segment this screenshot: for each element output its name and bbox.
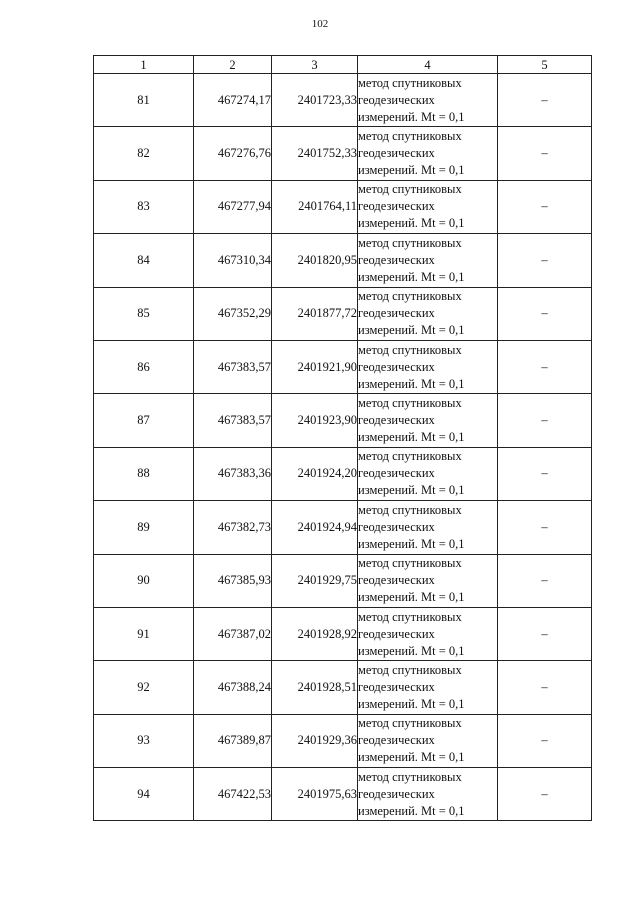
method-cell (358, 127, 498, 180)
x-coordinate-cell: 467383,57 (194, 340, 272, 393)
point-number-cell: 93 (94, 714, 194, 767)
y-coordinate-cell: 2401764,11 (272, 180, 358, 233)
method-line: метод спутниковых (358, 289, 462, 304)
column-header-4: 4 (358, 56, 498, 74)
method-cell (358, 554, 498, 607)
point-number-cell: 94 (94, 768, 194, 821)
y-coordinate-cell: 2401975,63 (272, 768, 358, 821)
x-coordinate-cell: 467277,94 (194, 180, 272, 233)
method-line: геодезических (358, 733, 435, 748)
method-cell (358, 234, 498, 287)
note-cell: – (498, 768, 592, 821)
y-coordinate-cell: 2401924,20 (272, 447, 358, 500)
method-cell (358, 287, 498, 340)
method-cell (358, 661, 498, 714)
note-cell: – (498, 394, 592, 447)
table-row (94, 234, 592, 287)
method-line: метод спутниковых (358, 609, 462, 624)
method-line: метод спутниковых (358, 182, 462, 197)
table-row (94, 394, 592, 447)
y-coordinate-cell: 2401928,51 (272, 661, 358, 714)
point-number-cell: 86 (94, 340, 194, 393)
method-line: метод спутниковых (358, 75, 462, 90)
point-number-cell: 81 (94, 74, 194, 127)
method-cell (358, 607, 498, 660)
method-line: измерений. Mt = 0,1 (358, 750, 465, 765)
y-coordinate-cell: 2401928,92 (272, 607, 358, 660)
method-line: геодезических (358, 306, 435, 321)
point-number-cell: 83 (94, 180, 194, 233)
note-cell: – (498, 447, 592, 500)
point-number-cell: 82 (94, 127, 194, 180)
method-line: измерений. Mt = 0,1 (358, 430, 465, 445)
x-coordinate-cell: 467383,36 (194, 447, 272, 500)
note-cell: – (498, 714, 592, 767)
method-line: метод спутниковых (358, 235, 462, 250)
point-number-cell: 91 (94, 607, 194, 660)
table-body (94, 74, 592, 821)
method-line: метод спутниковых (358, 769, 462, 784)
y-coordinate-cell: 2401723,33 (272, 74, 358, 127)
method-line: метод спутниковых (358, 396, 462, 411)
method-line: геодезических (358, 519, 435, 534)
method-line: измерений. Mt = 0,1 (358, 536, 465, 551)
method-line: измерений. Mt = 0,1 (358, 269, 465, 284)
table-row (94, 287, 592, 340)
x-coordinate-cell: 467382,73 (194, 501, 272, 554)
note-cell: – (498, 607, 592, 660)
x-coordinate-cell: 467383,57 (194, 394, 272, 447)
x-coordinate-cell: 467387,02 (194, 607, 272, 660)
x-coordinate-cell: 467385,93 (194, 554, 272, 607)
table-row (94, 501, 592, 554)
method-line: измерений. Mt = 0,1 (358, 216, 465, 231)
method-line: геодезических (358, 92, 435, 107)
method-cell (358, 768, 498, 821)
method-cell (358, 340, 498, 393)
note-cell: – (498, 340, 592, 393)
method-line: геодезических (358, 679, 435, 694)
column-header-1: 1 (94, 56, 194, 74)
method-line: измерений. Mt = 0,1 (358, 590, 465, 605)
method-cell (358, 714, 498, 767)
column-header-5: 5 (498, 56, 592, 74)
method-line: метод спутниковых (358, 556, 462, 571)
note-cell: – (498, 661, 592, 714)
method-line: геодезических (358, 573, 435, 588)
method-line: измерений. Mt = 0,1 (358, 323, 465, 338)
coordinates-table (93, 55, 592, 821)
method-cell (358, 394, 498, 447)
y-coordinate-cell: 2401923,90 (272, 394, 358, 447)
method-line: измерений. Mt = 0,1 (358, 483, 465, 498)
x-coordinate-cell: 467422,53 (194, 768, 272, 821)
table-row (94, 714, 592, 767)
point-number-cell: 89 (94, 501, 194, 554)
table-row (94, 74, 592, 127)
x-coordinate-cell: 467274,17 (194, 74, 272, 127)
method-line: геодезических (358, 359, 435, 374)
table-row (94, 127, 592, 180)
y-coordinate-cell: 2401877,72 (272, 287, 358, 340)
method-line: метод спутниковых (358, 129, 462, 144)
point-number-cell: 88 (94, 447, 194, 500)
note-cell: – (498, 501, 592, 554)
y-coordinate-cell: 2401924,94 (272, 501, 358, 554)
table-row (94, 180, 592, 233)
note-cell: – (498, 127, 592, 180)
method-cell (358, 447, 498, 500)
method-line: метод спутниковых (358, 662, 462, 677)
x-coordinate-cell: 467389,87 (194, 714, 272, 767)
method-line: метод спутниковых (358, 342, 462, 357)
y-coordinate-cell: 2401921,90 (272, 340, 358, 393)
table-row (94, 661, 592, 714)
note-cell: – (498, 234, 592, 287)
method-line: метод спутниковых (358, 716, 462, 731)
note-cell: – (498, 287, 592, 340)
x-coordinate-cell: 467388,24 (194, 661, 272, 714)
page-number: 102 (311, 18, 329, 30)
method-line: измерений. Mt = 0,1 (358, 376, 465, 391)
table-row (94, 554, 592, 607)
method-line: измерений. Mt = 0,1 (358, 643, 465, 658)
method-line: геодезических (358, 413, 435, 428)
note-cell: – (498, 74, 592, 127)
x-coordinate-cell: 467352,29 (194, 287, 272, 340)
method-line: измерений. Mt = 0,1 (358, 696, 465, 711)
table-header-row (94, 56, 592, 74)
method-cell (358, 180, 498, 233)
point-number-cell: 87 (94, 394, 194, 447)
y-coordinate-cell: 2401752,33 (272, 127, 358, 180)
method-line: геодезических (358, 199, 435, 214)
y-coordinate-cell: 2401929,36 (272, 714, 358, 767)
x-coordinate-cell: 467276,76 (194, 127, 272, 180)
point-number-cell: 85 (94, 287, 194, 340)
method-line: геодезических (358, 146, 435, 161)
y-coordinate-cell: 2401929,75 (272, 554, 358, 607)
method-line: измерений. Mt = 0,1 (358, 803, 465, 818)
note-cell: – (498, 180, 592, 233)
method-cell (358, 74, 498, 127)
table-row (94, 607, 592, 660)
method-line: геодезических (358, 252, 435, 267)
column-header-3: 3 (272, 56, 358, 74)
point-number-cell: 84 (94, 234, 194, 287)
table-row (94, 340, 592, 393)
table-row (94, 447, 592, 500)
method-line: геодезических (358, 626, 435, 641)
point-number-cell: 90 (94, 554, 194, 607)
table-row (94, 768, 592, 821)
method-line: метод спутниковых (358, 449, 462, 464)
column-header-2: 2 (194, 56, 272, 74)
method-line: геодезических (358, 786, 435, 801)
method-cell (358, 501, 498, 554)
x-coordinate-cell: 467310,34 (194, 234, 272, 287)
method-line: геодезических (358, 466, 435, 481)
note-cell: – (498, 554, 592, 607)
method-line: метод спутниковых (358, 502, 462, 517)
method-line: измерений. Mt = 0,1 (358, 109, 465, 124)
point-number-cell: 92 (94, 661, 194, 714)
y-coordinate-cell: 2401820,95 (272, 234, 358, 287)
method-line: измерений. Mt = 0,1 (358, 163, 465, 178)
